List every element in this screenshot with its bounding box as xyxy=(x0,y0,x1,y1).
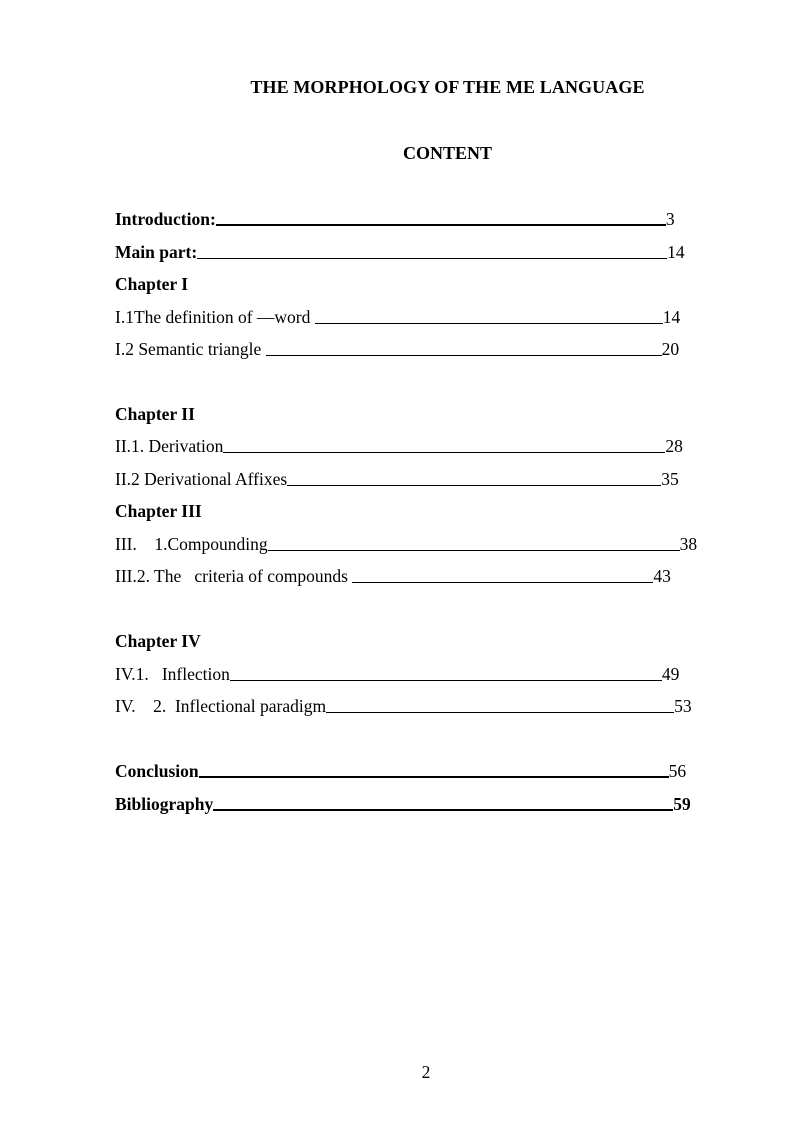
toc-page-number: 14 xyxy=(667,242,685,262)
toc-page-number: 28 xyxy=(665,436,683,456)
toc-leader-line xyxy=(315,323,663,324)
toc-leader-line xyxy=(268,550,680,551)
toc-entry-i1 xyxy=(115,303,680,327)
content-heading: CONTENT xyxy=(402,143,492,163)
toc-label: III.2. The criteria of compounds xyxy=(115,566,353,586)
toc-page-number: 14 xyxy=(662,307,681,327)
toc-leader-line xyxy=(230,680,662,681)
chapter-heading: Chapter I xyxy=(115,274,189,294)
chapter-heading: Chapter IV xyxy=(115,631,201,651)
toc-entry-conclusion xyxy=(115,757,686,781)
toc-entry-main-part xyxy=(115,238,685,262)
toc-entry-i2 xyxy=(115,335,679,359)
toc-entry-iv2 xyxy=(115,692,692,716)
toc-entry-ii1 xyxy=(115,432,683,456)
toc-page-number: 38 xyxy=(679,534,698,554)
toc-page-number: 43 xyxy=(653,566,671,586)
toc-entry-bibliography xyxy=(115,790,691,814)
document-title: THE MORPHOLOGY OF THE ME LANGUAGE xyxy=(250,77,645,97)
toc-label: Introduction: xyxy=(115,209,216,229)
toc-label: IV.1. Inflection xyxy=(115,664,230,684)
toc-leader-line xyxy=(213,809,673,811)
chapter-heading: Chapter III xyxy=(115,501,202,521)
toc-label: II.2 Derivational Affixes xyxy=(115,469,288,489)
toc-leader-line xyxy=(216,224,666,226)
toc-entry-iii2 xyxy=(115,562,671,586)
toc-page-number: 35 xyxy=(661,469,679,489)
toc-entry-iii1 xyxy=(115,530,697,554)
toc-page-number: 49 xyxy=(661,664,680,684)
toc-label: II.1. Derivation xyxy=(115,436,224,456)
toc-entry-introduction xyxy=(115,205,675,229)
toc-leader-line xyxy=(197,258,667,259)
chapter-heading: Chapter II xyxy=(115,404,195,424)
toc-label: Conclusion xyxy=(115,761,199,781)
toc-chapter-iii xyxy=(115,497,202,521)
toc-page-number: 53 xyxy=(674,696,692,716)
toc-leader-line xyxy=(287,485,661,486)
toc-label: III. 1.Compounding xyxy=(115,534,268,554)
page-number: 2 xyxy=(421,1062,431,1082)
toc-leader-line xyxy=(266,355,662,356)
toc-entry-ii2 xyxy=(115,465,679,489)
toc-leader-line xyxy=(352,582,653,583)
toc-page-number: 20 xyxy=(661,339,680,359)
toc-page-number: 56 xyxy=(668,761,687,781)
toc-entry-iv1 xyxy=(115,660,679,684)
toc-leader-line xyxy=(326,712,674,713)
toc-chapter-iv xyxy=(115,627,201,651)
toc-label: Main part: xyxy=(115,242,198,262)
toc-page-number: 3 xyxy=(665,209,675,229)
toc-label: IV. 2. Inflectional paradigm xyxy=(115,696,327,716)
toc-chapter-i xyxy=(115,270,188,294)
toc-label: I.1The definition of —word xyxy=(115,307,315,327)
toc-leader-line xyxy=(199,776,669,778)
toc-page-number: 59 xyxy=(673,794,691,814)
toc-label: I.2 Semantic triangle xyxy=(115,339,266,359)
toc-chapter-ii xyxy=(115,400,195,424)
toc-leader-line xyxy=(223,452,665,453)
toc-label: Bibliography xyxy=(115,794,214,814)
